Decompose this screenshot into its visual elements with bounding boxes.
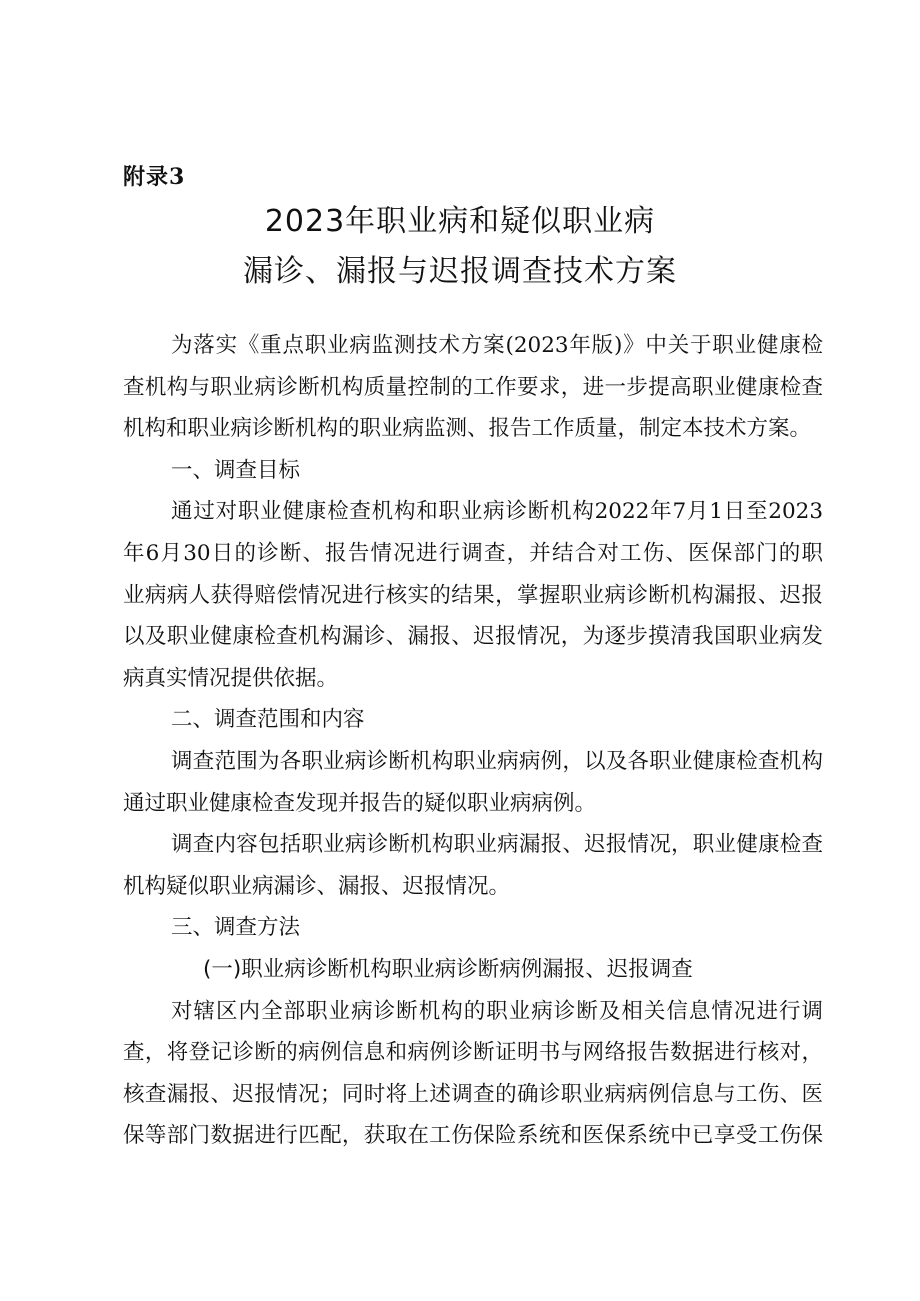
section3-line: 核查漏报、迟报情况；同时将上述调查的确诊职业病病例信息与工伤、医 <box>123 1081 823 1107</box>
intro-line: 查机构与职业病诊断机构质量控制的工作要求，进一步提高职业健康检查 <box>123 374 823 400</box>
section1-line: 以及职业健康检查机构漏诊、漏报、迟报情况，为逐步摸清我国职业病发 <box>123 624 823 650</box>
appendix-label: 附录3 <box>123 164 186 190</box>
document-body <box>123 325 823 1157</box>
section1-line: 业病病人获得赔偿情况进行核实的结果，掌握职业病诊断机构漏报、迟报 <box>123 582 823 608</box>
section2-para1-line: 通过职业健康检查发现并报告的疑似职业病病例。 <box>123 790 597 816</box>
section3-heading: 三、调查方法 <box>171 915 301 941</box>
section2-para1-line: 调查范围为各职业病诊断机构职业病病例，以及各职业健康检查机构 <box>171 748 823 774</box>
section3-line: 保等部门数据进行匹配，获取在工伤保险系统和医保系统中已享受工伤保 <box>123 1123 823 1149</box>
section2-heading: 二、调查范围和内容 <box>171 707 365 733</box>
section1-line: 年6月30日的诊断、报告情况进行调查，并结合对工伤、医保部门的职 <box>123 540 823 566</box>
section2-para2-line: 调查内容包括职业病诊断机构职业病漏报、迟报情况，职业健康检查 <box>171 832 823 858</box>
section2-para2-line: 机构疑似职业病漏诊、漏报、迟报情况。 <box>123 873 511 899</box>
document-title-line1: 2023年职业病和疑似职业病 <box>264 204 656 239</box>
section3-subheading: (一)职业病诊断机构职业病诊断病例漏报、迟报调查 <box>203 956 693 982</box>
document-title-line2: 漏诊、漏报与迟报调查技术方案 <box>243 254 677 289</box>
intro-line: 机构和职业病诊断机构的职业病监测、报告工作质量，制定本技术方案。 <box>123 416 812 442</box>
section3-line: 对辖区内全部职业病诊断机构的职业病诊断及相关信息情况进行调 <box>171 998 823 1024</box>
section1-line: 病真实情况提供依据。 <box>123 665 339 691</box>
intro-line: 为落实《重点职业病监测技术方案(2023年版)》中关于职业健康检 <box>171 333 823 358</box>
section3-line: 查，将登记诊断的病例信息和病例诊断证明书与网络报告数据进行核对， <box>123 1040 823 1066</box>
section1-heading: 一、调查目标 <box>171 457 301 483</box>
section1-line: 通过对职业健康检查机构和职业病诊断机构2022年7月1日至2023 <box>171 499 823 525</box>
